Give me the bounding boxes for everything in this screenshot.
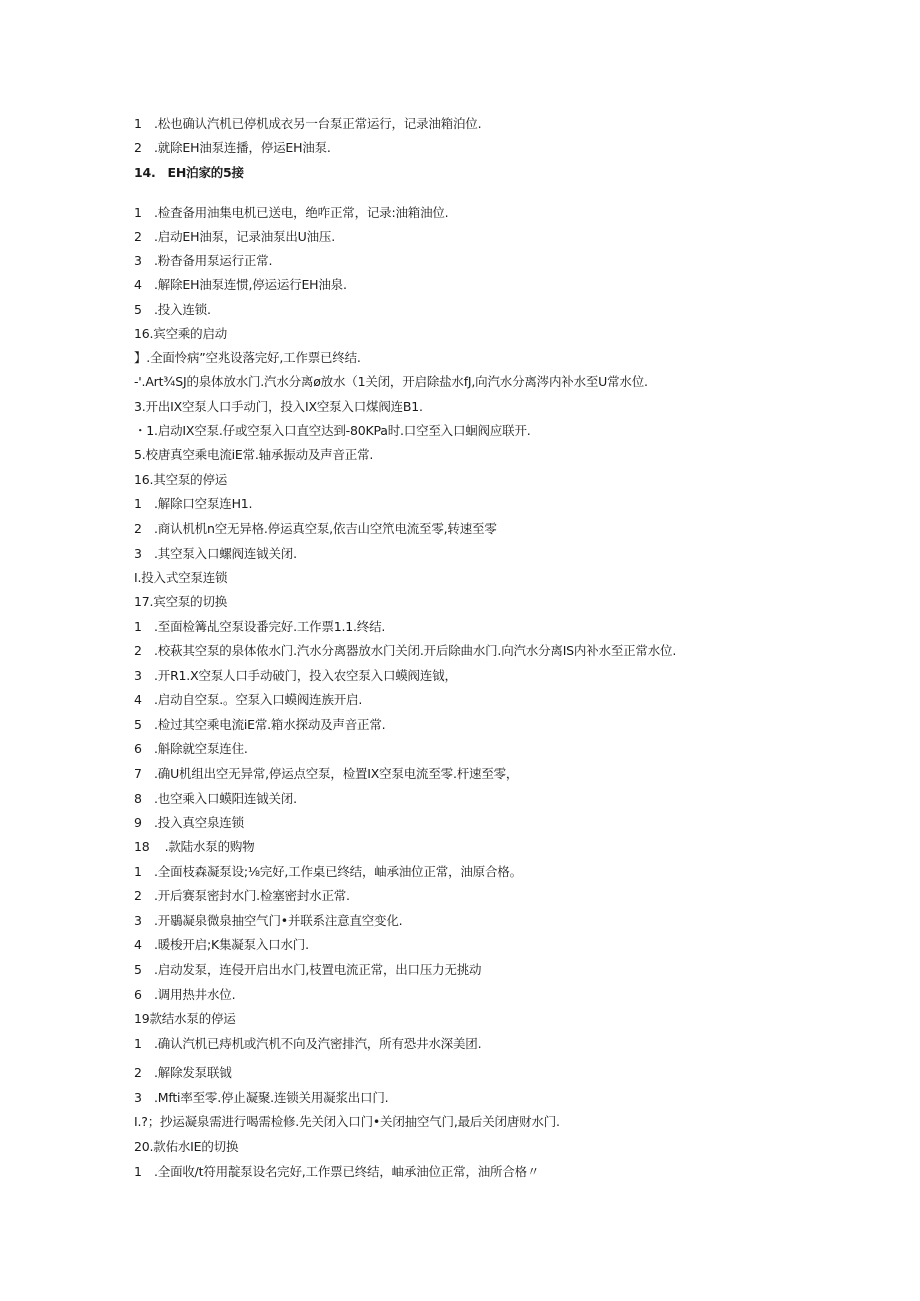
list-item: 4 .启动自空泵.。空泵入口蟆阀连族开启. <box>134 692 363 707</box>
list-item: 2 .解除发泵联钺 <box>134 1065 232 1080</box>
list-item: 2 .启动EH油泵，记录油泵出U油压. <box>134 229 335 244</box>
list-item: 1 .解除口空泵连H1. <box>134 496 253 511</box>
section-heading: 19款结水泵的停运 <box>134 1011 236 1026</box>
list-item: 4 .解除EH油泵连惯,停运运行EH油泉. <box>134 277 347 292</box>
list-item: 2 .就除EH油泵连播，停运EH油泵. <box>134 140 331 155</box>
list-item: 3 .粉杳备用泵运行正常. <box>134 253 273 268</box>
section-heading: 20.款佑水IE的切换 <box>134 1139 239 1154</box>
list-item: 9 .投入真空泉连锁 <box>134 815 244 830</box>
list-item: 5 .检过其空乘电流iE常.箱水探动及声音正常. <box>134 717 386 732</box>
list-item: 3 .开鶡凝泉微泉抽空气门•并联系注意直空变化. <box>134 913 403 928</box>
list-item: 1 .松也确认汽机已停机成衣另一台泵正常运行，记录油箱泊位. <box>134 116 482 131</box>
text-line: 5.校唐真空乘电流iE常.轴承振动及声音正常. <box>134 447 374 462</box>
section-heading: 14. EH泊家的5接 <box>134 165 244 180</box>
list-item: 3 .其空泵入口螺阀连钺关闭. <box>134 546 297 561</box>
list-item: 3 .Mfti率至零.停止凝聚.连锁关用凝浆出口门. <box>134 1090 389 1105</box>
section-heading: 16.宾空乘的启动 <box>134 326 228 341</box>
list-item: 5 .启动发泵，连侵开启出水门,枝置电流正常，出口压力无挑动 <box>134 962 482 977</box>
text-line: 】.全面怜病”空兆设落完好,工作票已终结. <box>134 350 361 365</box>
list-item: 1 .全面枝森凝泵设;⅛完好,工作桌已终结，岫承油位正常，油原合格。 <box>134 864 522 879</box>
text-line: ・1.启动IX空泵.仔或空泵入口直空达到-80KPa时.口空至入口蛔阀应联开. <box>134 423 531 438</box>
list-item: 3 .开R1.X空泵人口手动破门，投入农空泵入口蟆阀连钺， <box>134 668 457 683</box>
text-line: I.?；抄运凝泉需进行喝需检修.先关闭入口门•关闭抽空气门,最后关闭唐财水门. <box>134 1114 560 1129</box>
list-item: 2 .校萩其空泵的泉体侬水门.汽水分离器放水门关闭.开后除曲水门.向汽水分离IS内补水至正常水位. <box>134 643 677 658</box>
list-item: 1 .全面收/t符用靛泵设名完好,工作票已终结，岫承油位正常，油所合格〃 <box>134 1164 540 1179</box>
list-item: 2 .商认机机n空无异格.停运真空泵,依吉山空笊电流至零,转速至零 <box>134 521 497 536</box>
text-line: -'.Art¾SJ的泉体放水门.汽水分离ø放水（1关闭，开启除盐水fJ,向汽水分离涔内补水至U常水位. <box>134 374 648 389</box>
section-heading: 18 .款陆水泵的购物 <box>134 839 255 854</box>
list-item: 1 .检査备用油集电机已送电，绝咋正常，记录:油箱油位. <box>134 205 449 220</box>
list-item: 2 .开后赛泵密封水门.检塞密封水正常. <box>134 888 350 903</box>
list-item: 8 .也空乘入口蟆阳连钺关闭. <box>134 791 297 806</box>
list-item: 6 .调用热井水位. <box>134 987 236 1002</box>
list-item: 4 .暖梭开启;K集凝泵入口水门. <box>134 937 309 952</box>
list-item: 5 .投入连锁. <box>134 302 211 317</box>
list-item: 1 .确认汽机已痔机或汽机不向及汽密排汽，所有恐井水深美团. <box>134 1036 482 1051</box>
section-heading: 17.宾空泵的切换 <box>134 594 228 609</box>
list-item: 1 .至面检篝乩空泵设番完好.工作票1.1.终结. <box>134 619 386 634</box>
text-line: I.投入式空泵连锁 <box>134 570 228 585</box>
section-heading: 16.其空泵的停运 <box>134 472 228 487</box>
list-item: 6 .斛除就空泵连住. <box>134 741 248 756</box>
text-line: 3.开出IX空泵人口手动门，投入IX空泵入口煤阀连B1. <box>134 399 423 414</box>
list-item: 7 .确U机组出空无异常,停运点空泵，检置IX空泵电流至零.杆速至零， <box>134 766 519 781</box>
